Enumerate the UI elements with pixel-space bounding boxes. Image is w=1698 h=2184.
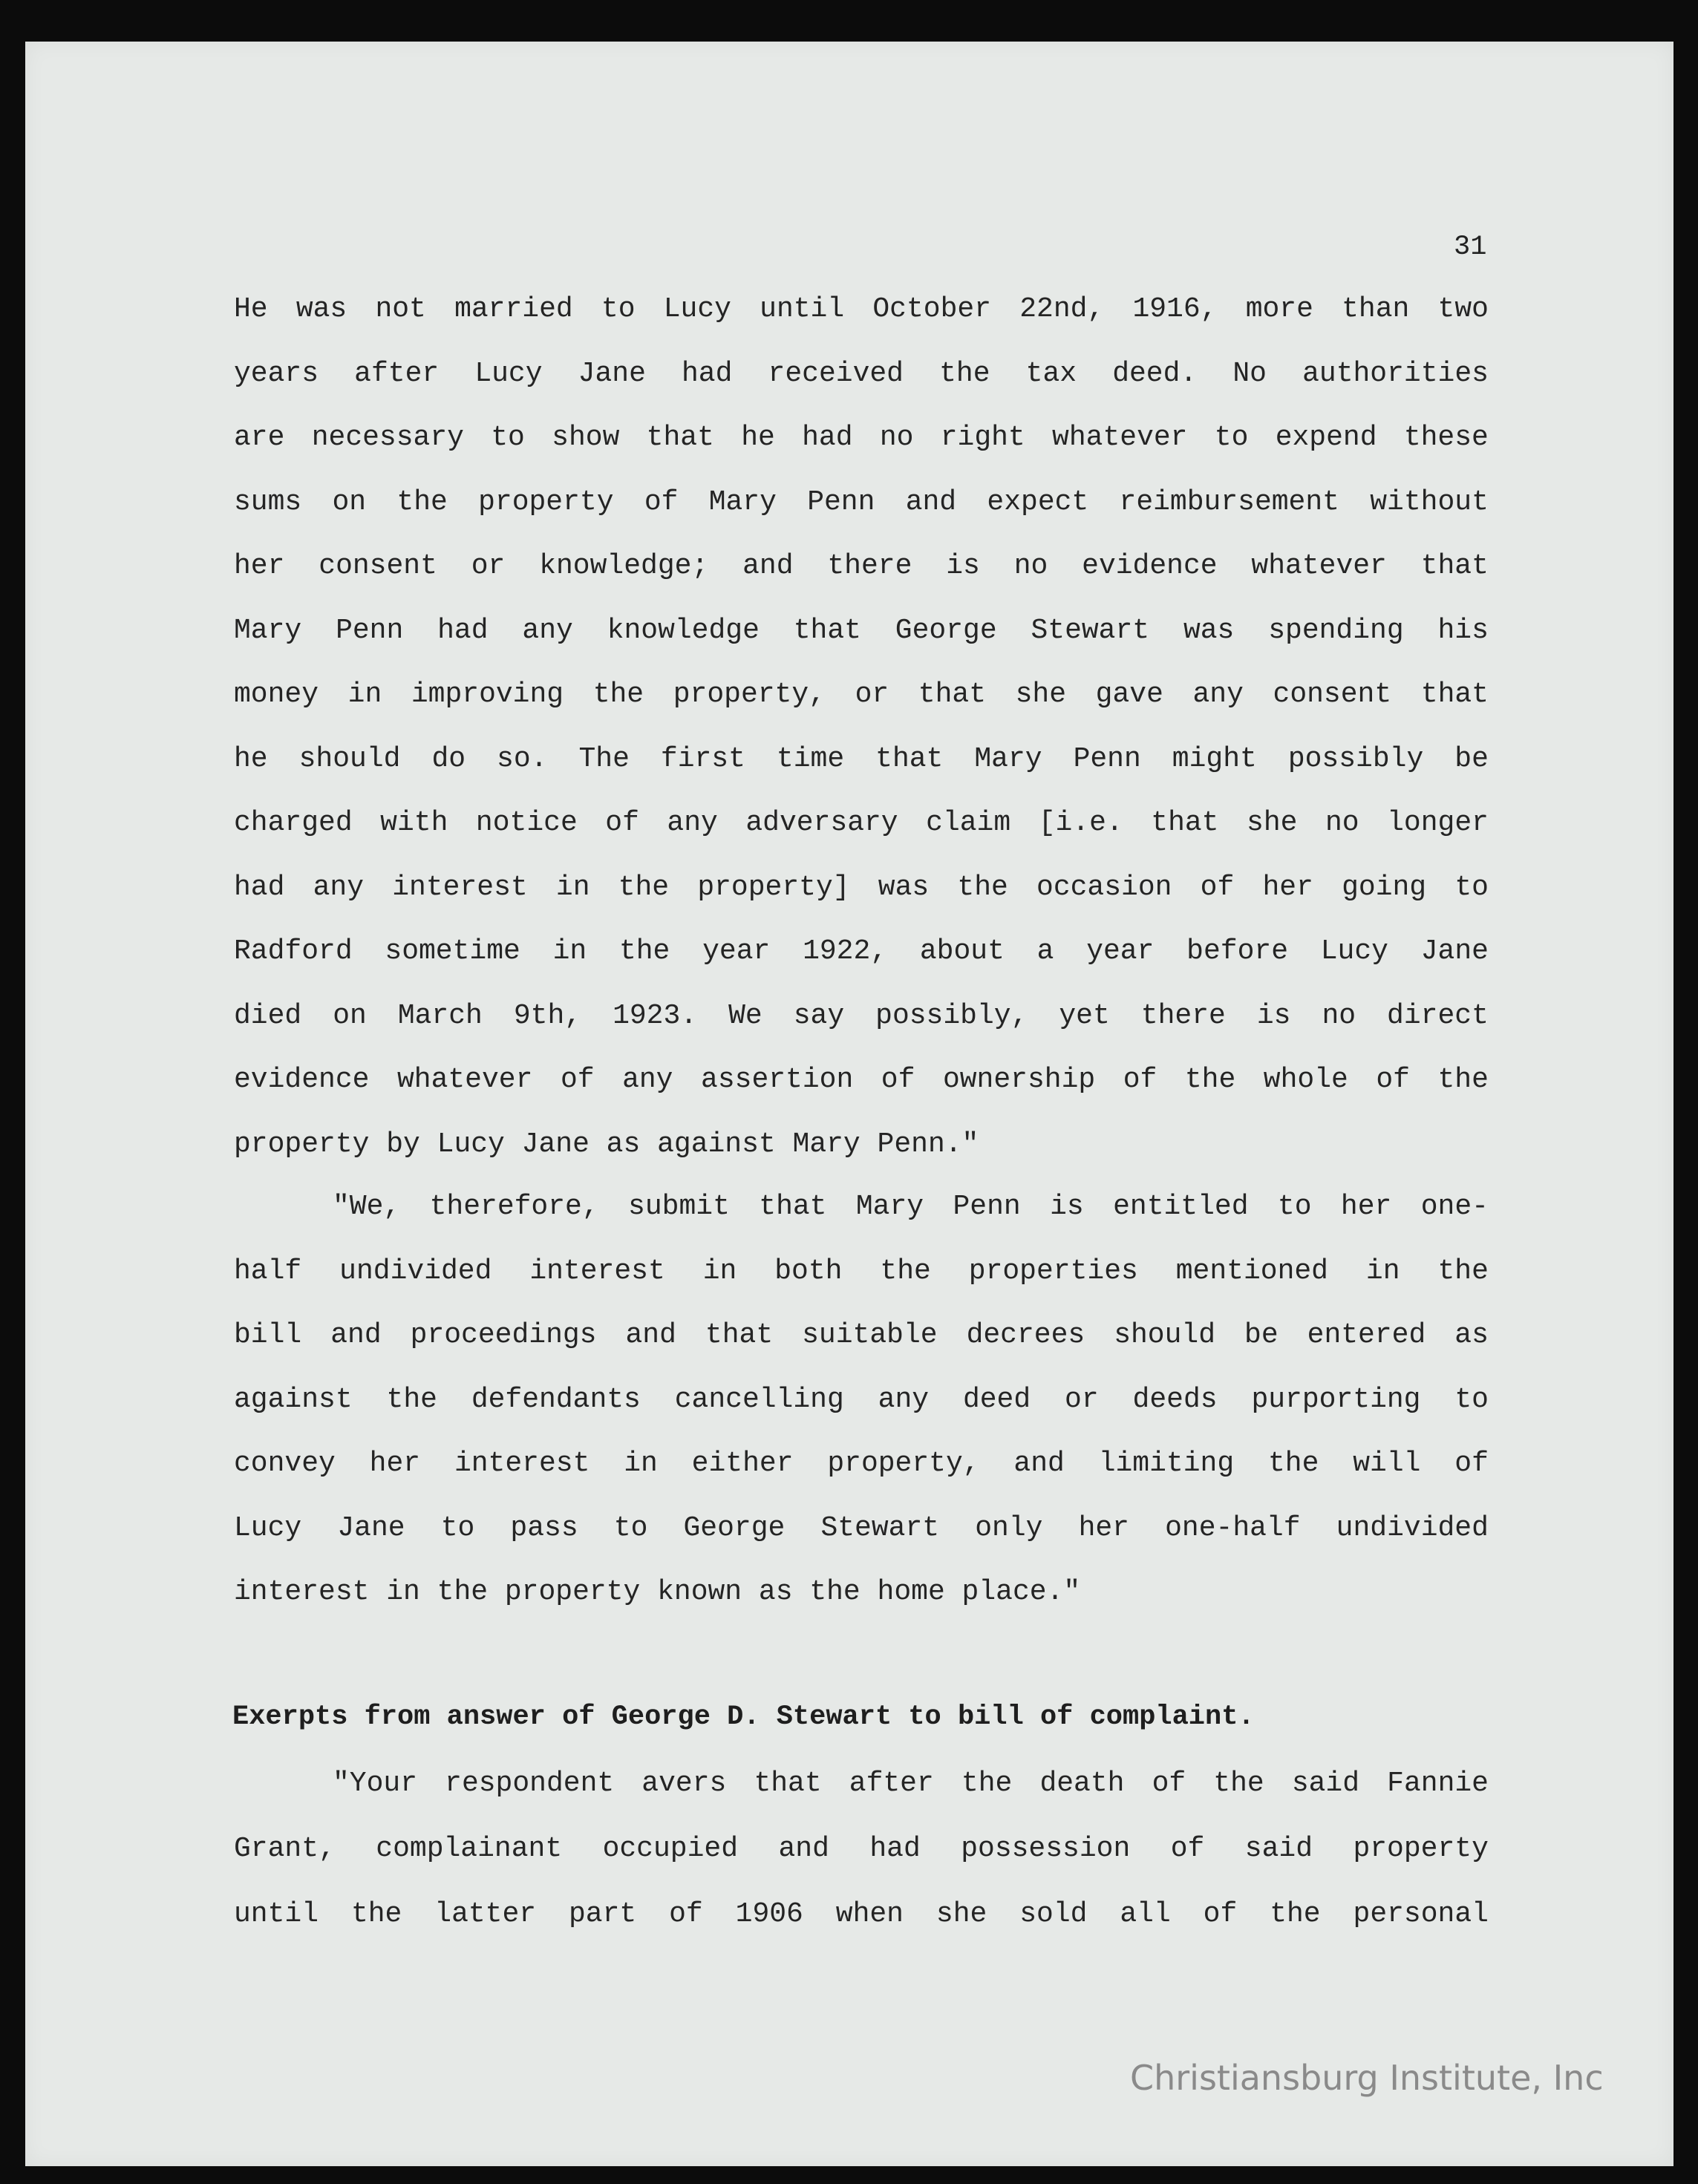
text-line: Grant, complainant occupied and had possession of said property: [234, 1833, 1489, 1865]
text-line: bill and proceedings and that suitable decrees should be entered as: [234, 1319, 1489, 1351]
text-line: "Your respondent avers that after the death of the said Fannie: [333, 1768, 1489, 1799]
text-line: are necessary to show that he had no right whatever to expend these: [234, 422, 1489, 454]
text-line: died on March 9th, 1923. We say possibly, yet there is no direct: [234, 999, 1489, 1032]
text-line: charged with notice of any adversary claim [i.e. that she no longer: [234, 807, 1489, 839]
text-line: convey her interest in either property, and limiting the will of: [234, 1448, 1489, 1480]
text-line: "We, therefore, submit that Mary Penn is entitled to her one-: [333, 1191, 1489, 1223]
text-line: years after Lucy Jane had received the tax deed. No authorities: [234, 357, 1489, 390]
text-line: against the defendants cancelling any deed or deeds purporting to: [234, 1383, 1489, 1416]
text-line: half undivided interest in both the properties mentioned in the: [234, 1255, 1489, 1287]
text-line: he should do so. The first time that Mary Penn might possibly be: [234, 742, 1489, 775]
text-line: Mary Penn had any knowledge that George Stewart was spending his: [234, 614, 1489, 647]
text-line: property by Lucy Jane as against Mary Penn.": [234, 1128, 979, 1160]
text-line: He was not married to Lucy until October 22nd, 1916, more than two: [234, 293, 1489, 325]
text-line: money in improving the property, or that she gave any consent that: [234, 679, 1489, 710]
text-line: her consent or knowledge; and there is no evidence whatever that: [234, 550, 1489, 582]
watermark-text: Christiansburg Institute, Inc: [1130, 2058, 1604, 2098]
text-line: interest in the property known as the home place.": [234, 1576, 1081, 1608]
section-heading: Exerpts from answer of George D. Stewart to bill of complaint.: [232, 1701, 1255, 1733]
text-line: Lucy Jane to pass to George Stewart only her one-half undivided: [234, 1511, 1489, 1544]
text-line: Radford sometime in the year 1922, about a year before Lucy Jane: [234, 935, 1489, 967]
page-number: 31: [1454, 232, 1487, 263]
text-line: until the latter part of 1906 when she sold all of the personal: [234, 1898, 1489, 1930]
text-line: evidence whatever of any assertion of ownership of the whole of the: [234, 1064, 1489, 1096]
text-line: sums on the property of Mary Penn and expect reimbursement without: [234, 485, 1489, 518]
text-line: had any interest in the property] was the occasion of her going to: [234, 871, 1489, 903]
